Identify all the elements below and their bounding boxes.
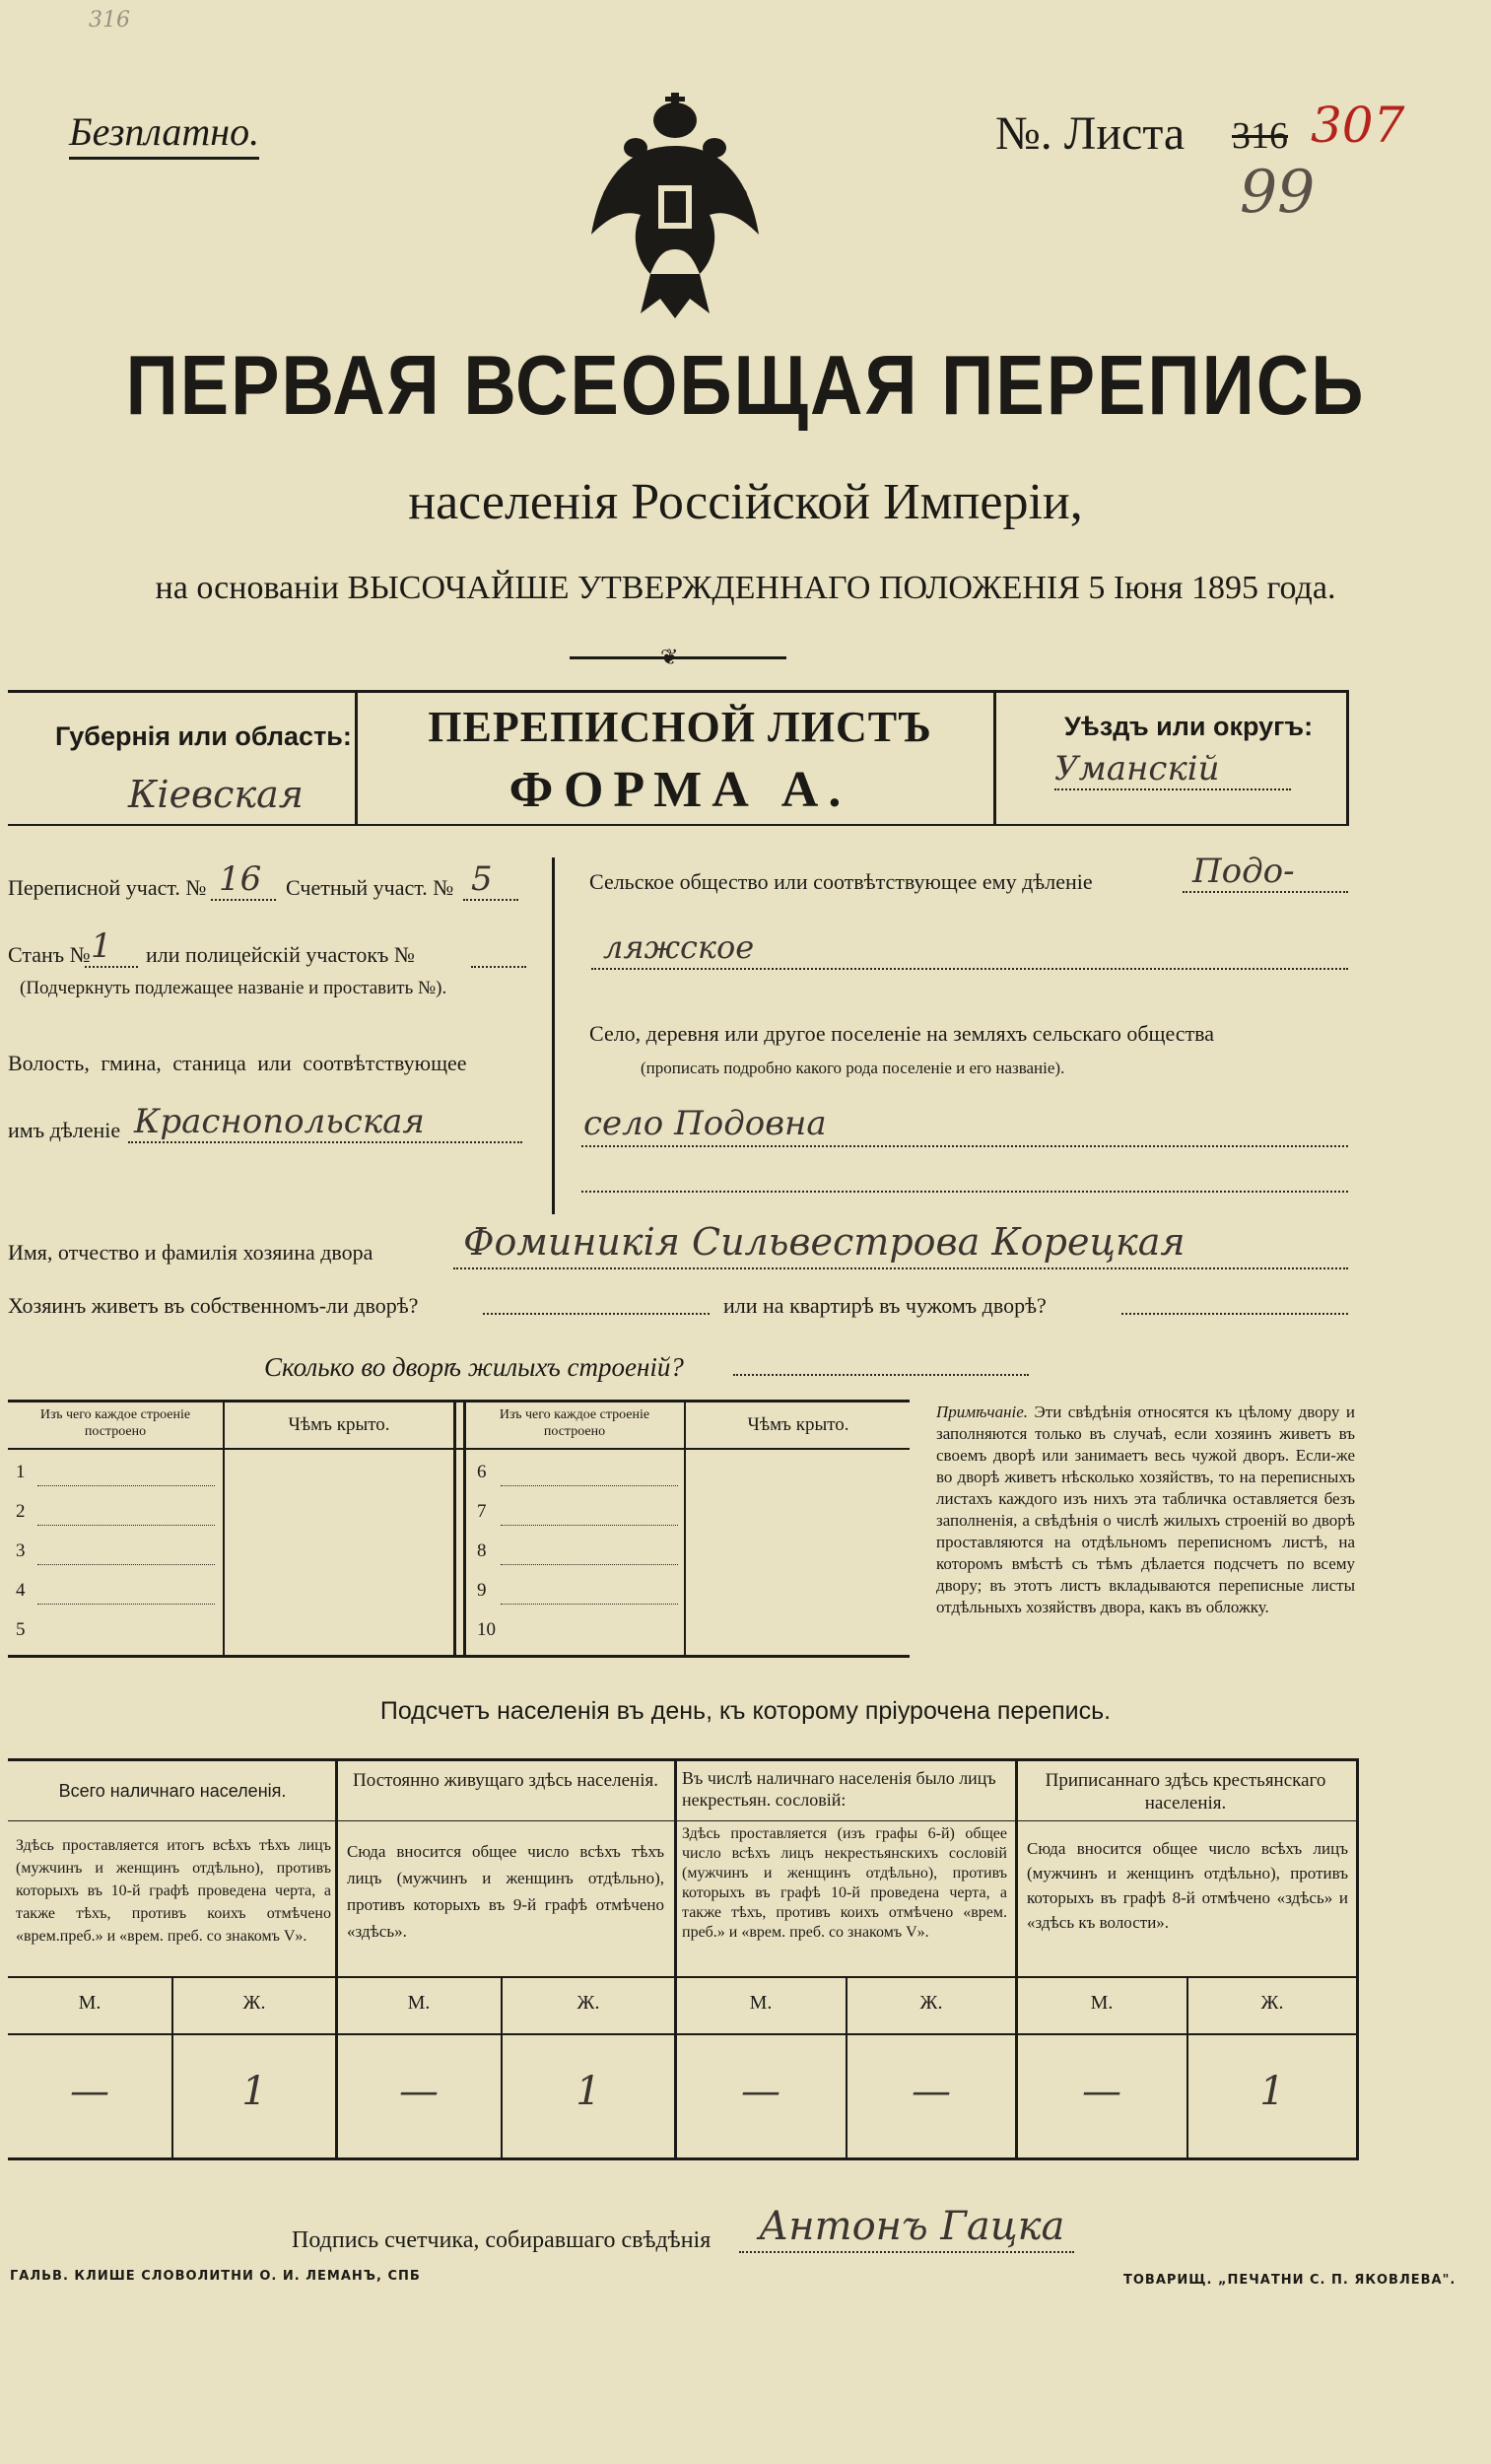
village-label: Село, деревня или другое поселеніе на земляхъ сельскаго общества xyxy=(589,1021,1215,1046)
count-section-label: Счетный участ. № xyxy=(286,875,454,900)
fields-divider xyxy=(552,857,555,1214)
double-headed-eagle-emblem xyxy=(572,87,779,323)
buildings-col-roof-right: Чѣмъ крыто. xyxy=(747,1414,849,1435)
building-row-number: 3 xyxy=(16,1540,26,1561)
building-row-number: 5 xyxy=(16,1619,26,1640)
police-label: или полицейскій участокъ № xyxy=(146,942,415,967)
count-col1-f-label: Ж. xyxy=(242,1992,266,2014)
count-col3-title: Въ числѣ наличнаго населенія было лицъ некрестьян. сословій: xyxy=(682,1768,996,1810)
society-value-1: Подо- xyxy=(1192,852,1295,891)
underline-note: (Подчеркнуть подлежащее названіе и проставить №). xyxy=(20,978,447,998)
society-label: Сельское общество или соотвѣтствующее ему дѣленіе xyxy=(589,869,1093,894)
footer-right: ТОВАРИЩ. „ПЕЧАТНИ С. П. ЯКОВЛЕВА". xyxy=(1123,2273,1457,2288)
corner-pencil-number: 316 xyxy=(89,8,130,33)
ornament-glyph: ❦ xyxy=(660,645,679,669)
buildings-col-material-left: Изъ чего каждое строеніе построено xyxy=(39,1407,191,1439)
owner-name-label: Имя, отчество и фамилія хозяина двора xyxy=(8,1240,373,1265)
count-col4-m-value: — xyxy=(1082,2069,1121,2114)
volost-label-2: имъ дѣленіе xyxy=(8,1118,121,1142)
buildings-label: Сколько во дворѣ жилыхъ строеній? xyxy=(264,1352,684,1382)
subtitle: населенія Россійской Имперіи, xyxy=(408,474,1083,530)
village-value: село Подовна xyxy=(583,1104,827,1143)
count-col3-m-label: М. xyxy=(749,1992,773,2014)
count-col2-f-label: Ж. xyxy=(576,1992,600,2014)
count-col1-m-label: М. xyxy=(78,1992,102,2014)
buildings-col-roof-left: Чѣмъ крыто. xyxy=(288,1414,390,1435)
own-yard-label: Хозяинъ живетъ въ собственномъ-ли дворѣ? xyxy=(8,1293,419,1318)
signature-value: Антонъ Гацка xyxy=(759,2204,1065,2249)
buildings-col-material-right: Изъ чего каждое строеніе построено xyxy=(499,1407,650,1439)
stan-label: Станъ № xyxy=(8,942,91,967)
building-row-number: 1 xyxy=(16,1462,26,1482)
building-row-number: 8 xyxy=(477,1540,487,1561)
count-col3-f-label: Ж. xyxy=(919,1992,943,2014)
district-value: Уманскій xyxy=(1054,749,1220,788)
building-row-number: 9 xyxy=(477,1580,487,1601)
society-value-2: ляжское xyxy=(603,928,755,966)
owner-name-value: Фоминикія Сильвестрова Корецкая xyxy=(463,1220,1186,1264)
count-col4-title: Приписаннаго здѣсь крестьянскаго населенія. xyxy=(1045,1770,1326,1814)
note-block xyxy=(936,1402,1355,1618)
rented-label: или на квартирѣ въ чужомъ дворѣ? xyxy=(723,1293,1047,1318)
buildings-table xyxy=(8,1400,910,1658)
count-section-value: 5 xyxy=(471,859,493,899)
count-col4-f-value: 1 xyxy=(1259,2069,1285,2114)
main-title: ПЕРВАЯ ВСЕОБЩАЯ ПЕРЕПИСЬ xyxy=(125,337,1366,433)
basis-line: на основаніи ВЫСОЧАЙШЕ УТВЕРЖДЕННАГО ПОЛОЖЕНІЯ 5 Іюня 1895 года. xyxy=(155,570,1336,606)
form-name: ФОРМА А. xyxy=(508,762,851,818)
note-title: Примѣчаніе. xyxy=(936,1403,1029,1421)
volost-label-1: Волость, гмина, станица или соотвѣтствующее xyxy=(8,1051,467,1075)
sheet-title: ПЕРЕПИСНОЙ ЛИСТЪ xyxy=(428,703,932,751)
count-col1-desc: Здѣсь проставляется итогъ всѣхъ тѣхъ лицъ (мужчинъ и женщинъ отдѣльно), противъ которыхъ въ 10-й графѣ проведена черта, а также тѣхъ, противъ коихъ отмѣчено «врем.преб.» и «врем. преб. со знакомъ V». xyxy=(16,1837,331,1945)
count-col4-desc: Сюда вносится общее число всѣхъ лицъ (мужчинъ и женщинъ отдѣльно), противъ которыхъ въ графѣ 8-й отмѣчено «здѣсь» и «здѣсь къ волости». xyxy=(1027,1839,1348,1932)
count-col3-m-value: — xyxy=(741,2069,780,2114)
building-row-number: 10 xyxy=(477,1619,496,1640)
sheet-number-label: №. Листа xyxy=(995,107,1186,160)
count-col2-f-value: 1 xyxy=(576,2069,601,2114)
building-row-number: 2 xyxy=(16,1501,26,1522)
count-col1-title: Всего наличнаго населенія. xyxy=(58,1781,287,1801)
building-row-number: 4 xyxy=(16,1580,26,1601)
count-col3-f-value: — xyxy=(912,2069,951,2114)
sheet-number-handwritten: 99 xyxy=(1240,158,1316,227)
count-heading: Подсчетъ населенія въ день, къ которому пріурочена перепись. xyxy=(379,1697,1112,1725)
building-row-number: 6 xyxy=(477,1462,487,1482)
province-label: Губернія или область: xyxy=(55,721,352,751)
count-col4-m-label: М. xyxy=(1090,1992,1114,2014)
census-section-label: Переписной участ. № xyxy=(8,875,207,900)
footer-left: ГАЛЬВ. КЛИШЕ СЛОВОЛИТНИ О. И. ЛЕМАНЪ, СПБ xyxy=(10,2269,421,2284)
sheet-number-red: 307 xyxy=(1311,97,1405,154)
count-col2-m-label: М. xyxy=(407,1992,431,2014)
signature-label: Подпись счетчика, собиравшаго свѣдѣнія xyxy=(292,2227,712,2253)
count-col1-f-value: 1 xyxy=(241,2069,267,2114)
province-value: Кіевская xyxy=(128,773,304,816)
count-col4-f-label: Ж. xyxy=(1260,1992,1284,2014)
count-col2-desc: Сюда вносится общее число всѣхъ тѣхъ лицъ (мужчинъ и женщинъ отдѣльно), противъ которыхъ въ 9-й графѣ отмѣчено «здѣсь». xyxy=(347,1842,664,1941)
free-label: Безплатно. xyxy=(69,108,259,160)
count-table xyxy=(8,1758,1359,2160)
count-col1-m-value: — xyxy=(70,2069,109,2114)
district-label: Уѣздъ или округъ: xyxy=(1064,712,1314,741)
count-col2-m-value: — xyxy=(399,2069,439,2114)
count-col2-title: Постоянно живущаго здѣсь населенія. xyxy=(353,1770,658,1791)
note-text: Эти свѣдѣнія относятся къ цѣлому двору и заполняются только въ случаѣ, если хозяинъ живетъ въ своемъ дворѣ или занимаетъ весь чужой дворъ. Если-же во дворѣ живетъ нѣсколько хозяйствъ, то на переписныхъ листахъ каждого изъ нихъ эта табличка оставляется безъ заполненія, а свѣдѣнія о числѣ жилыхъ строеній во дворѣ проставляются на отдѣльномъ переписномъ листѣ, на которомъ вмѣстѣ съ тѣмъ дѣлается подсчетъ по всему двору; въ этотъ листъ вкладываются переписные листы отдѣльныхъ хозяйствъ двора, какъ въ обложку. xyxy=(936,1403,1355,1616)
building-row-number: 7 xyxy=(477,1501,487,1522)
volost-value: Краснопольская xyxy=(134,1102,425,1141)
census-section-value: 16 xyxy=(219,859,262,899)
sheet-number-struck: 316 xyxy=(1232,115,1288,157)
count-col3-desc: Здѣсь проставляется (изъ графы 6-й) общее число всѣхъ лицъ некрестьянскихъ сословій (мужчинъ и женщинъ отдѣльно), противъ которыхъ въ графѣ 10-й проведена черта, а также тѣхъ, противъ коихъ отмѣчено «врем. преб.» и «врем. преб. со знакомъ V». xyxy=(682,1825,1007,1941)
village-note: (прописать подробно какого рода поселеніе и его названіе). xyxy=(641,1059,1065,1077)
stan-value: 1 xyxy=(91,926,112,966)
